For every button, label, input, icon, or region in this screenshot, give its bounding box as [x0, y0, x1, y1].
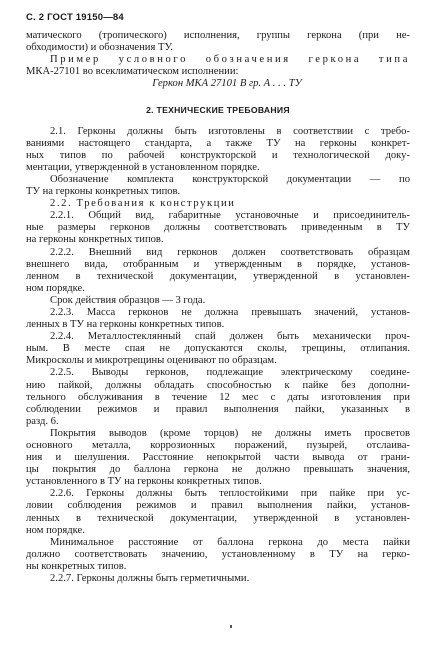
text-line: ловии соблюдения режимов и правил выполнения пайки, установ-	[26, 500, 410, 512]
text-line: 2.2.4. Металлостеклянный спай должен быть механически проч-	[50, 331, 410, 343]
paragraph	[26, 573, 410, 585]
paragraph	[26, 295, 410, 307]
text-line: тельного обслуживания в течение 12 мес с даты изготовления при	[26, 391, 410, 403]
example-lead-line	[26, 54, 410, 66]
text-line: должно соответствовать значению, установленному в ТУ на герко-	[26, 548, 410, 560]
text-line: ны конкретных типов.	[26, 560, 127, 572]
page-mark	[230, 625, 232, 628]
paragraph	[26, 307, 410, 331]
paragraph	[26, 126, 410, 174]
text-line: 2.2.5. Выводы герконов, подлежащие электрическому соедине-	[50, 367, 410, 379]
text-line: обходимости) и обозначения ТУ.	[26, 42, 173, 54]
paragraph	[26, 367, 410, 427]
text-line: внешнего вида, отобранным и утвержденным в порядке, установ-	[26, 258, 410, 270]
text-line: ТУ на герконы конкретных типов.	[26, 186, 181, 198]
text-line: Срок действия образцов — 3 года.	[50, 294, 206, 306]
text-line: ном порядке.	[26, 282, 85, 294]
paragraph	[26, 331, 410, 367]
text-line: 2.2.3. Масса герконов не должна превышать значений, установ-	[50, 306, 410, 318]
example-lead-text: Пример условного обозначения геркона типа	[50, 54, 410, 66]
page-number: С. 2	[26, 12, 45, 23]
text-line: Обозначение комплекта конструкторской документации — по	[50, 173, 410, 185]
document-body	[26, 30, 410, 585]
text-line: нию пайкой, должны обладать способностью к пайке без дополни-	[26, 379, 410, 391]
subsection-heading	[26, 198, 410, 210]
paragraph	[26, 174, 410, 198]
text-line: ленных в ТУ на герконы конкретных типов.	[26, 319, 225, 331]
paragraph	[26, 537, 410, 573]
text-line: ном порядке.	[26, 524, 85, 536]
page-header	[26, 12, 124, 23]
text-line: Микросколы и микротрещины оценивают по образцам.	[26, 355, 277, 367]
text-line: ным. В месте спая не допускаются сколы, трещины, отлипания.	[26, 343, 410, 355]
paragraph	[26, 488, 410, 536]
text-line: ния и шелушения. Расстояние непокрытой части вывода от грани-	[26, 452, 410, 464]
text-line: ные размеры герконов должны соответствовать приведенным в ТУ	[26, 222, 410, 234]
text-line: Минимальное расстояние от баллона геркона до места пайки	[50, 536, 410, 548]
standard-number: ГОСТ 19150—84	[47, 12, 124, 23]
text-line: 2.1. Герконы должны быть изготовлены в соответствии с требо-	[50, 125, 410, 137]
text-line: соблюдении режимов и правил выполнения пайки, указанных в	[26, 403, 410, 415]
paragraph	[26, 247, 410, 295]
text-line: Покрытия выводов (кроме торцов) не должны иметь просветов	[50, 427, 410, 439]
text-line: основного металла, коррозионных поражений, пузырей, отслаива-	[26, 440, 410, 451]
text-line: ленных в технической документации, утвержденной в установлен-	[26, 512, 410, 524]
section-heading: 2. ТЕХНИЧЕСКИЕ ТРЕБОВАНИЯ	[146, 105, 290, 116]
example-lead-line: МКА-27101 во всеклиматическом исполнении:	[26, 66, 239, 78]
text-line: 2.2. Требования к конструкции	[50, 198, 236, 210]
paragraph	[26, 210, 410, 246]
text-line: разд. 6.	[26, 415, 59, 427]
text-line: ментации, утвержденной в установленном порядке.	[26, 161, 260, 173]
text-line: ленном в технической документации, утвержденной в установлен-	[26, 270, 410, 282]
text-line: на герконы конкретных типов.	[26, 234, 164, 246]
text-line: 2.2.2. Внешний вид герконов должен соответствовать образцам	[50, 246, 410, 258]
text-line: 2.2.7. Герконы должны быть герметичными.	[50, 573, 250, 585]
text-line: матического (тропического) исполнения, группы геркона (при не-	[26, 30, 410, 41]
text-line: ных типов по рабочей конструкторской и технологической доку-	[26, 149, 410, 161]
paragraph	[26, 428, 410, 488]
text-line: цы покрытия до баллона геркона не должно превышать значения,	[26, 464, 410, 476]
text-line: 2.2.6. Герконы должны быть теплостойкими при пайке при ус-	[50, 488, 410, 500]
text-line: 2.2.1. Общий вид, габаритные установочные и присоединитель-	[50, 210, 410, 222]
text-line: установленного в ТУ на герконы конкретных типов.	[26, 476, 262, 488]
text-line: ваниями настоящего стандарта, а также ТУ на герконы конкрет-	[26, 137, 410, 149]
designation-example: Геркон МКА 27101 В гр. А . . . ТУ	[152, 78, 302, 90]
